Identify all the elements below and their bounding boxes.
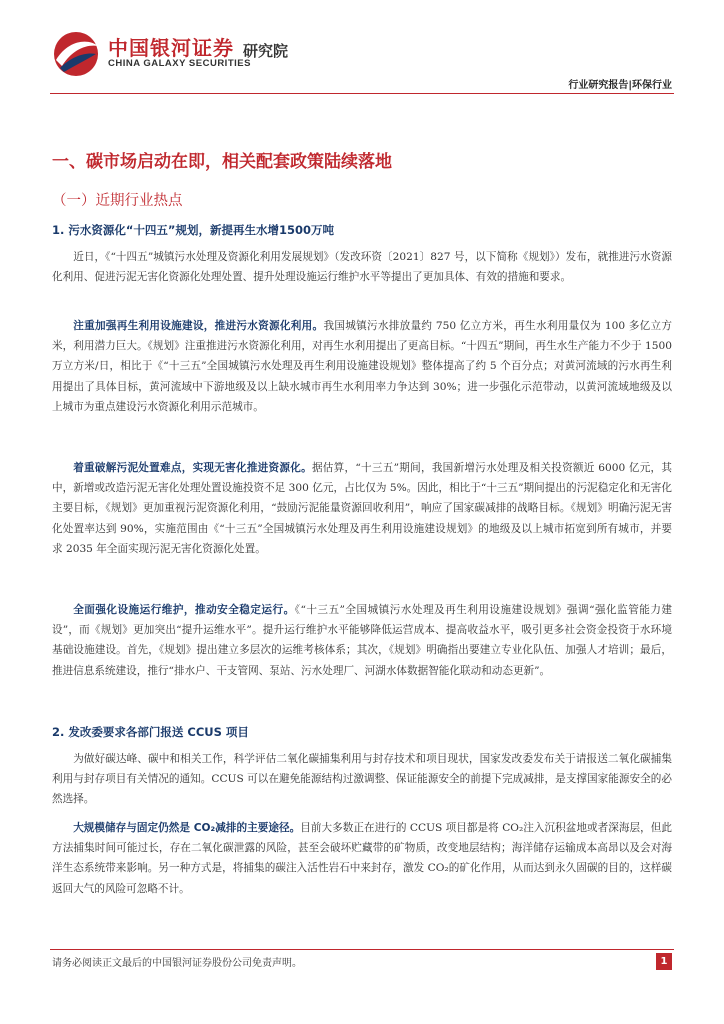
page-number: 1 [656, 953, 672, 970]
paragraph-body: 目前大多数正在进行的 CCUS 项目都是将 CO₂注入沉积盆地或者深海层，但此方法捕集时间可能过长，存在二氧化碳泄露的风险，甚至会破坏贮藏带的矿物质，改变地层结构；海洋储存运输成本高昂以及会对海洋生态系统带来影响。另一种方式是，将捕集的碳注入活性岩石中来封存，激发 CO₂的矿化作用，从而达到永久固碳的目的，这样碳返回大气的风险可忽略不计。 [52, 822, 672, 895]
brand-name-cn: 中国银河证券 [108, 36, 234, 60]
section-title: 一、碳市场启动在即，相关配套政策陆续落地 [52, 152, 392, 172]
brand-name-en: CHINA GALAXY SECURITIES [108, 58, 251, 69]
topic1-paragraph-4 [52, 600, 672, 681]
paragraph-body: 我国城镇污水排放量约 750 亿立方米，再生水利用量仅为 100 多亿立方米，利用潜力巨大。《规划》注重推进污水资源化利用，对再生水利用提出了更高目标。“十四五”期间，再生水生产能力不少于 1500 万立方米/日，相比于《“十三五”全国城镇污水处理及再生利用设施建设规划》整体提高了约 5 个百分点；对黄河流域的污水再生利用提出了具体目标，黄河流域中下游地级及以上缺水城市再生水利用率力争达到 30%；进一步强化示范带动，以黄河流域地级及以上城市为重点建设污水资源化利用示范城市。 [52, 320, 672, 413]
paragraph-lead: 大规模储存与固定仍然是 CO₂减排的主要途径。 [73, 822, 301, 834]
section-subtitle: （一）近期行业热点 [52, 193, 183, 209]
topic2-paragraph-2 [52, 818, 672, 899]
topic1-paragraph-3 [52, 458, 672, 559]
paragraph-lead: 着重破解污泥处置难点，实现无害化推进资源化。 [73, 462, 312, 474]
paragraph-body: 《“十三五”全国城镇污水处理及再生利用设施建设规划》强调“强化监管能力建设”，而《规划》更加突出“提升运维水平”。提升运行维护水平能够降低运营成本、提高收益水平，吸引更多社会资金投资于水环境基础设施建设。首先，《规划》提出建立多层次的运维考核体系；其次，《规划》明确指出要建立专业化队伍、加强人才培训；最后，推进信息系统建设，推行“排水户、干支管网、泵站、污水处理厂、河湖水体数据智能化联动和动态更新”。 [52, 604, 673, 677]
topic1-paragraph-2 [52, 316, 672, 417]
paragraph-lead: 注重加强再生利用设施建设，推进污水资源化利用。 [73, 320, 324, 332]
galaxy-logo-icon [50, 30, 102, 78]
topic2-heading: 2. 发改委要求各部门报送 CCUS 项目 [52, 725, 249, 739]
footer-disclaimer: 请务必阅读正文最后的中国银河证券股份公司免责声明。 [52, 958, 302, 969]
brand-institute: 研究院 [243, 42, 289, 60]
header-divider [50, 93, 674, 94]
topic1-heading: 1. 污水资源化“十四五”规划，新提再生水增1500万吨 [52, 223, 334, 237]
footer-divider [50, 949, 674, 950]
topic1-paragraph-1: 近日，《“十四五”城镇污水处理及资源化利用发展规划》（发改环资〔2021〕827 号，以下简称《规划》）发布，就推进污水资源化利用、促进污泥无害化资源化处理处置、提升处理设施运行维护水平等提出了更加具体、有效的措施和要求。 [52, 251, 672, 284]
paragraph-lead: 全面强化设施运行维护，推动安全稳定运行。 [73, 604, 295, 616]
report-category: 行业研究报告|环保行业 [568, 80, 672, 91]
topic2-paragraph-1: 为做好碳达峰、碳中和相关工作，科学评估二氧化碳捕集利用与封存技术和项目现状，国家发改委发布关于请报送二氧化碳捕集利用与封存项目有关情况的通知。CCUS 可以在避免能源结构过激调整、保证能源安全的前提下完成减排，是支撑国家能源安全的必然选择。 [52, 753, 672, 806]
paragraph-body: 据估算，“十三五”期间，我国新增污水处理及相关投资额近 6000 亿元，其中，新增或改造污泥无害化处理处置设施投资不足 300 亿元，占比仅为 5%。因此，相比于“十三五”期间提出的污泥稳定化和无害化主要目标，《规划》更加重视污泥资源化利用，“鼓励污泥能量资源回收利用”，响应了国家碳减排的战略目标。《规划》明确污泥无害化处置率达到 90%，实施范围由《“十三五”全国城镇污水处理及再生利用设施建设规划》的地级及以上城市拓宽到所有城市，并要求 2035 年全面实现污泥无害化资源化处置。 [52, 462, 672, 555]
